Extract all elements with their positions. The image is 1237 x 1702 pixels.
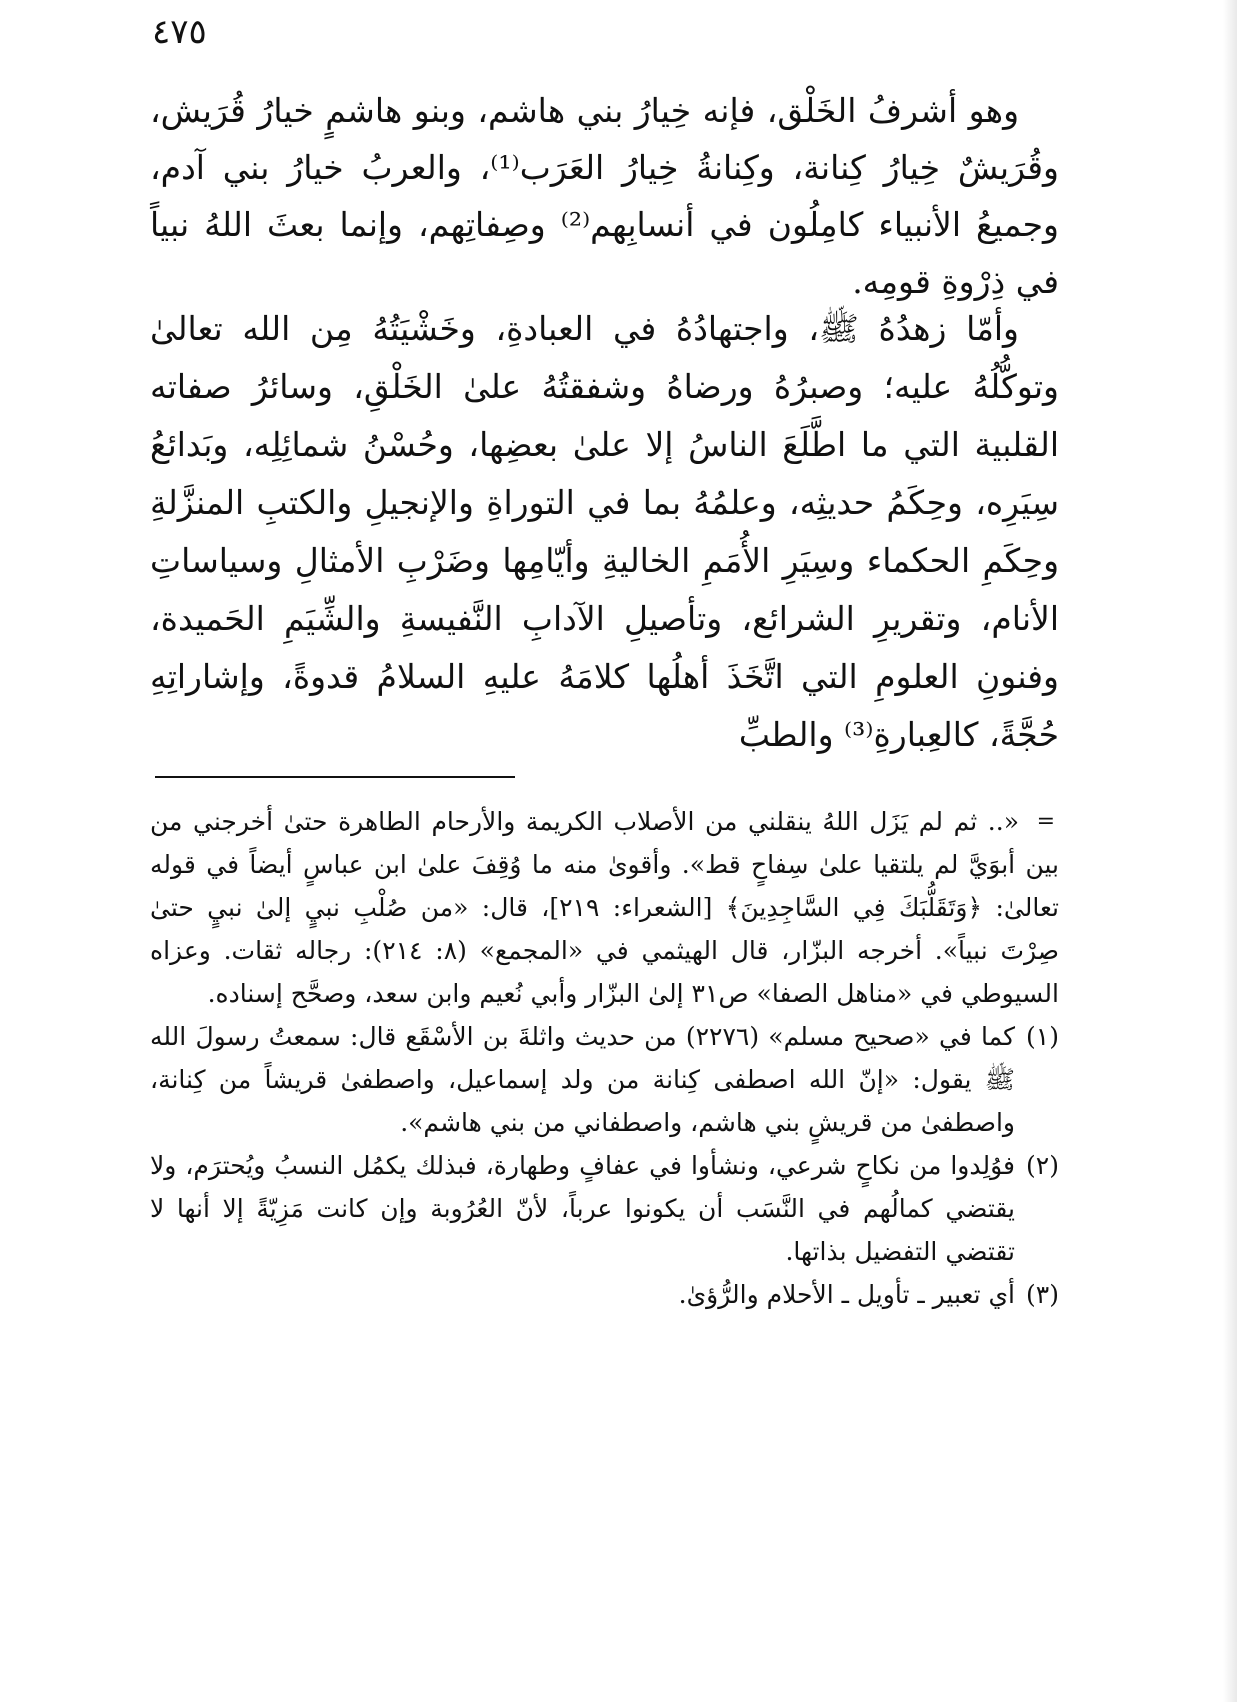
footnote-separator (155, 776, 515, 778)
page-edge-shadow (1223, 0, 1237, 1702)
main-paragraph-1 (150, 82, 1059, 310)
continuation-mark: = (1036, 809, 1055, 834)
footnote-number: (٣) (1026, 1280, 1059, 1309)
footnote-text: فوُلِدوا من نكاحٍ شرعي، ونشأوا في عفافٍ وطهارة، فبذلك يكمُل النسبُ ويُحترَم، ولا يقتضي كمالُهم في النَّسَب أن يكونوا عرباً، لأنّ العُرُوبة وإن كانت مَزِيّةً إلا أنها لا تقتضي التفضيل بذاتها. (150, 1151, 1015, 1266)
paragraph-text: وهو أشرفُ الخَلْق، فإنه خِيارُ بني هاشم، وبنو هاشمٍ خيارُ قُرَيش، وقُرَيشٌ خِيارُ كِنانة، وكِنانةُ خِيارُ العَرَب⁽¹⁾، والعربُ خيارُ بني آدم، وجميعُ الأنبياء كامِلُون في أنسابِهم⁽²⁾ وصِفاتِهم، وإنما بعثَ اللهُ نبياً في ذِرْوةِ قومِه. (150, 91, 1059, 301)
paragraph-text: وأمّا زهدُهُ ﷺ، واجتهادُهُ في العبادةِ، وخَشْيَتُهُ مِن الله تعالىٰ وتوكُّلُهُ عليه؛ وصبرُهُ ورضاهُ وشفقتُهُ علىٰ الخَلْقِ، وسائرُ صفاته القلبية التي ما اطَّلَعَ الناسُ إلا علىٰ بعضِها، وحُسْنُ شمائِلِه، وبَدائعُ سِيَرِه، وحِكَمُ حديثِه، وعلمُهُ بما في التوراةِ والإنجيلِ والكتبِ المنزَّلةِ وحِكَمِ الحكماء وسِيَرِ الأُمَمِ الخاليةِ وأيّامِها وضَرْبِ الأمثالِ وسياساتِ الأنام، وتقريرِ الشرائع، وتأصيلِ الآدابِ النَّفيسةِ والشِّيَمِ الحَميدة، وفنونِ العلومِ التي اتَّخَذَ أهلُها كلامَهُ عليهِ السلامُ قدوةً، وإشاراتِهِ حُجَّةً، كالعِبارةِ⁽³⁾ والطبِّ (150, 309, 1059, 754)
footnote-text: كما في «صحيح مسلم» (٢٢٧٦) من حديث واثلةَ بن الأسْقَع قال: سمعتُ رسولَ الله ﷺ يقول: «إنّ الله اصطفى كِنانة من ولد إسماعيل، واصطفىٰ قريشاً من كِنانة، واصطفىٰ من قريشٍ بني هاشم، واصطفاني من بني هاشم». (150, 1022, 1015, 1137)
page-number: ٤٧٥ (152, 12, 207, 52)
footnote-text: أي تعبير ـ تأويل ـ الأحلام والرُّؤىٰ. (678, 1280, 1015, 1309)
footnote-2 (150, 1144, 1059, 1273)
footnote-number: (١) (1026, 1022, 1059, 1051)
footnote-continued (150, 800, 1059, 1015)
footnote-1 (150, 1015, 1059, 1144)
footnote-number: (٢) (1026, 1151, 1059, 1180)
main-paragraph-2 (150, 300, 1059, 764)
footnotes (150, 800, 1059, 1316)
footnote-text: «.. ثم لم يَزَل اللهُ ينقلني من الأصلاب الكريمة والأرحام الطاهرة حتىٰ أخرجني من بين أبوَيَّ لم يلتقيا علىٰ سِفاحٍ قط». وأقوىٰ منه ما وُقِفَ علىٰ ابن عباسٍ أيضاً في قوله تعالىٰ: ﴿وَتَقَلُّبَكَ فِي السَّاجِدِينَ﴾ [الشعراء: ٢١٩]، قال: «من صُلْبِ نبيٍ إلىٰ نبيٍ حتىٰ صِرْتَ نبياً». أخرجه البزّار، قال الهيثمي في «المجمع» (٨: ٢١٤): رجاله ثقات. وعزاه السيوطي في «مناهل الصفا» ص٣١ إلىٰ البزّار وأبي نُعيم وابن سعد، وصحَّح إسناده. (150, 807, 1060, 1008)
footnote-3 (150, 1273, 1059, 1316)
